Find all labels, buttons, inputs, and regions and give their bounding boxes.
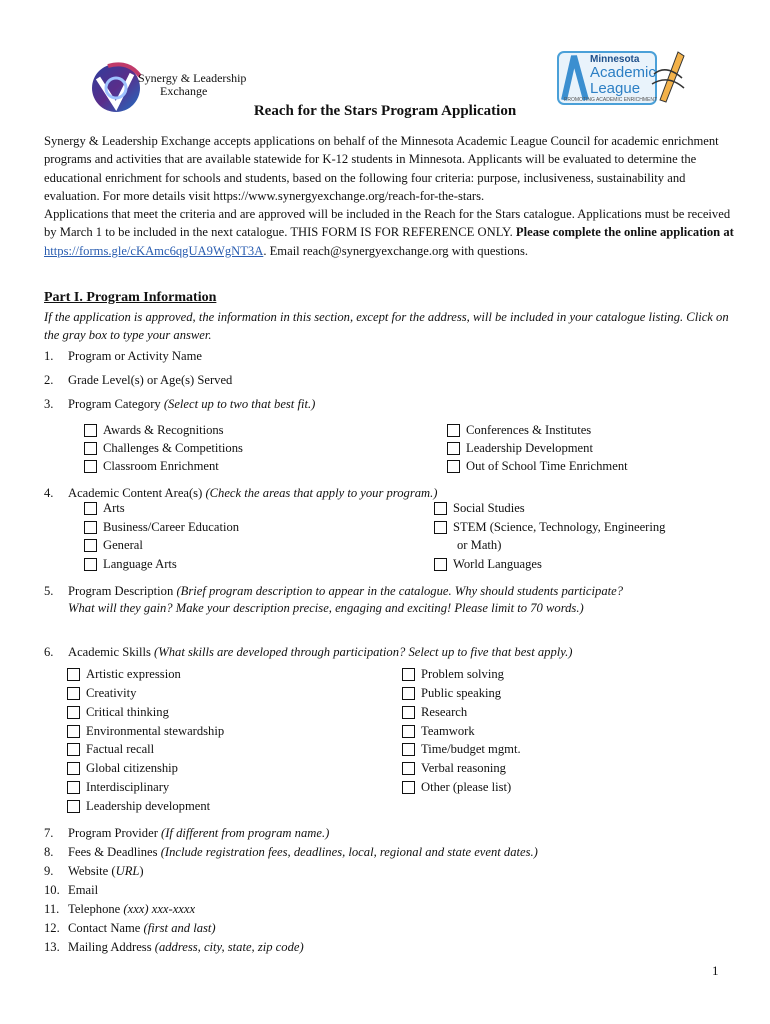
checkbox-icon[interactable] bbox=[447, 424, 460, 437]
category-checkbox[interactable] bbox=[447, 423, 591, 438]
checkbox-icon[interactable] bbox=[84, 502, 97, 515]
question-label: Academic Content Area(s) bbox=[68, 486, 206, 500]
logo-tagline: PROMOTING ACADEMIC ENRICHMENT bbox=[564, 97, 658, 103]
question-label: Program Description bbox=[68, 584, 177, 598]
question-label[interactable]: Mailing Address bbox=[68, 940, 155, 954]
question-number: 3. bbox=[44, 397, 54, 411]
checkbox-label: Classroom Enrichment bbox=[103, 459, 219, 473]
question-label[interactable]: Program Provider bbox=[68, 826, 162, 840]
checkbox-label: Environmental stewardship bbox=[86, 724, 225, 738]
skill-checkbox[interactable] bbox=[402, 667, 504, 682]
checkbox-label: Awards & Recognitions bbox=[103, 423, 224, 437]
checkbox-label: Artistic expression bbox=[86, 667, 181, 681]
question-hint: (xxx) xxx-xxxx bbox=[123, 902, 196, 916]
question-label[interactable]: Contact Name bbox=[68, 921, 144, 935]
question-2 bbox=[44, 373, 232, 388]
question-number: 9. bbox=[44, 864, 54, 878]
synergy-logo-text bbox=[138, 72, 246, 98]
question-number: 6. bbox=[44, 645, 54, 659]
category-checkbox[interactable] bbox=[447, 459, 628, 474]
question-4 bbox=[44, 486, 437, 501]
logo-text-line: League bbox=[590, 80, 641, 97]
checkbox-label: Global citizenship bbox=[86, 761, 178, 775]
content-area-checkbox[interactable] bbox=[434, 501, 525, 516]
skill-checkbox[interactable] bbox=[402, 742, 521, 757]
checkbox-icon[interactable] bbox=[434, 502, 447, 515]
checkbox-icon[interactable] bbox=[434, 558, 447, 571]
checkbox-label: Out of School Time Enrichment bbox=[466, 459, 628, 473]
skill-checkbox[interactable] bbox=[67, 667, 181, 682]
content-area-checkbox[interactable] bbox=[84, 557, 177, 572]
skill-checkbox[interactable] bbox=[402, 705, 467, 720]
question-label[interactable]: Email bbox=[68, 883, 99, 897]
question-label: Academic Skills bbox=[68, 645, 155, 659]
checkbox-icon[interactable] bbox=[402, 706, 415, 719]
question-number: 11. bbox=[44, 902, 60, 916]
skill-checkbox[interactable] bbox=[402, 780, 511, 795]
checkbox-icon[interactable] bbox=[402, 743, 415, 756]
content-area-checkbox[interactable] bbox=[84, 520, 239, 535]
question-number: 4. bbox=[44, 486, 54, 500]
checkbox-icon[interactable] bbox=[402, 762, 415, 775]
checkbox-label: Research bbox=[421, 705, 468, 719]
checkbox-icon[interactable] bbox=[67, 725, 80, 738]
category-checkbox[interactable] bbox=[447, 441, 593, 456]
question-hint: (Brief program description to appear in the catalogue. Why should students participate? bbox=[176, 584, 623, 598]
question-number: 13. bbox=[44, 940, 60, 954]
question-hint: (address, city, state, zip code) bbox=[154, 940, 304, 954]
skill-checkbox[interactable] bbox=[67, 742, 154, 757]
content-area-checkbox[interactable] bbox=[434, 520, 665, 535]
checkbox-icon[interactable] bbox=[402, 687, 415, 700]
question-8 bbox=[44, 845, 538, 860]
checkbox-label: Verbal reasoning bbox=[421, 761, 506, 775]
checkbox-label: Conferences & Institutes bbox=[466, 423, 592, 437]
skill-checkbox[interactable] bbox=[402, 724, 475, 739]
question-label: Program Category bbox=[68, 397, 164, 411]
question-number: 1. bbox=[44, 349, 54, 363]
category-checkbox[interactable] bbox=[84, 423, 224, 438]
question-11 bbox=[44, 902, 195, 917]
checkbox-label: Language Arts bbox=[103, 557, 177, 571]
checkbox-label: General bbox=[103, 538, 143, 552]
part1-instructions: If the application is approved, the information in this section, except for the address, will be included in your catalogue listing. Click on the gray box to type your answer. bbox=[44, 310, 729, 343]
instructions-bold-text: Please complete the online application at bbox=[515, 225, 734, 240]
question-number: 5. bbox=[44, 584, 54, 598]
online-application-link[interactable]: https://forms.gle/cKAmc6qgUA9WgNT3A bbox=[44, 243, 264, 258]
skill-checkbox[interactable] bbox=[67, 799, 210, 814]
skill-checkbox[interactable] bbox=[67, 705, 169, 720]
question-label-close: ) bbox=[139, 864, 144, 878]
checkbox-label: Time/budget mgmt. bbox=[421, 742, 521, 756]
checkbox-icon[interactable] bbox=[434, 521, 447, 534]
part1-heading: Part I. Program Information bbox=[44, 290, 217, 305]
content-area-checkbox[interactable] bbox=[84, 501, 125, 516]
checkbox-icon[interactable] bbox=[447, 442, 460, 455]
checkbox-icon[interactable] bbox=[67, 800, 80, 813]
logo-text-line: Exchange bbox=[160, 84, 208, 98]
skill-checkbox[interactable] bbox=[67, 780, 169, 795]
question-5 bbox=[44, 584, 623, 599]
content-area-checkbox[interactable] bbox=[434, 557, 542, 572]
checkbox-label: Leadership development bbox=[86, 799, 211, 813]
question-number: 10. bbox=[44, 883, 60, 897]
minnesota-academic-league-logo bbox=[556, 44, 688, 110]
logo-text-line: Academic bbox=[590, 64, 656, 81]
checkbox-icon[interactable] bbox=[84, 521, 97, 534]
checkbox-label: Other (please list) bbox=[421, 780, 512, 794]
checkbox-icon[interactable] bbox=[67, 743, 80, 756]
question-hint: (Select up to two that best fit.) bbox=[163, 397, 316, 411]
skill-checkbox[interactable] bbox=[67, 686, 136, 701]
checkbox-label: Leadership Development bbox=[466, 441, 593, 455]
checkbox-label: Factual recall bbox=[86, 742, 155, 756]
question-12 bbox=[44, 921, 216, 936]
question-hint: (first and last) bbox=[143, 921, 216, 935]
question-hint: URL bbox=[115, 864, 140, 878]
checkbox-label: Problem solving bbox=[421, 667, 504, 681]
skill-checkbox[interactable] bbox=[402, 761, 506, 776]
instructions-paragraph bbox=[44, 205, 734, 260]
checkbox-label: Critical thinking bbox=[86, 705, 169, 719]
checkbox-icon[interactable] bbox=[67, 762, 80, 775]
question-hint: (Check the areas that apply to your program.) bbox=[205, 486, 438, 500]
logo-text-line: Minnesota bbox=[590, 54, 640, 65]
checkbox-label: Interdisciplinary bbox=[86, 780, 170, 794]
content-area-checkbox[interactable] bbox=[84, 538, 143, 553]
checkbox-label: Public speaking bbox=[421, 686, 502, 700]
question-5-hint-cont: What will they gain? Make your description precise, engaging and exciting! Please limit to 70 words.) bbox=[68, 601, 584, 615]
question-hint: (Include registration fees, deadlines, local, regional and state event dates.) bbox=[160, 845, 538, 859]
instructions-text: Applications that meet the criteria and are approved will be included in the Reach for the Stars catalogue. Applications must be received by March 1 to be included in the next catalogue. THIS FORM IS FOR REFERENCE ONLY. bbox=[44, 207, 731, 240]
question-label[interactable]: Website ( bbox=[68, 864, 116, 878]
question-1 bbox=[44, 349, 202, 364]
question-13 bbox=[44, 940, 304, 955]
checkbox-icon[interactable] bbox=[84, 424, 97, 437]
stem-continuation: or Math) bbox=[457, 538, 502, 552]
question-9 bbox=[44, 864, 144, 879]
checkbox-icon[interactable] bbox=[402, 668, 415, 681]
question-hint: (What skills are developed through participation? Select up to five that best apply.) bbox=[154, 645, 573, 659]
checkbox-icon[interactable] bbox=[67, 687, 80, 700]
question-number: 7. bbox=[44, 826, 54, 840]
question-label[interactable]: Program or Activity Name bbox=[68, 349, 202, 363]
checkbox-label: Business/Career Education bbox=[103, 520, 240, 534]
checkbox-icon[interactable] bbox=[84, 558, 97, 571]
instructions-email-text: . Email reach@synergyexchange.org with questions. bbox=[263, 243, 529, 258]
skill-checkbox[interactable] bbox=[67, 724, 224, 739]
question-number: 12. bbox=[44, 921, 60, 935]
checkbox-label: Challenges & Competitions bbox=[103, 441, 243, 455]
checkbox-label: STEM (Science, Technology, Engineering bbox=[453, 520, 666, 534]
checkbox-label: Creativity bbox=[86, 686, 137, 700]
checkbox-label: Teamwork bbox=[421, 724, 475, 738]
question-number: 8. bbox=[44, 845, 54, 859]
checkbox-icon[interactable] bbox=[84, 460, 97, 473]
checkbox-icon[interactable] bbox=[67, 706, 80, 719]
question-label[interactable]: Telephone bbox=[68, 902, 124, 916]
page-number: 1 bbox=[712, 963, 719, 978]
checkbox-icon[interactable] bbox=[447, 460, 460, 473]
checkbox-icon[interactable] bbox=[67, 781, 80, 794]
checkbox-icon[interactable] bbox=[84, 442, 97, 455]
question-label[interactable]: Fees & Deadlines bbox=[68, 845, 161, 859]
question-label[interactable]: Grade Level(s) or Age(s) Served bbox=[68, 373, 233, 387]
question-hint: (If different from program name.) bbox=[161, 826, 330, 840]
page-title: Reach for the Stars Program Application bbox=[253, 103, 517, 119]
skill-checkbox[interactable] bbox=[67, 761, 178, 776]
logo-text-line: Synergy & Leadership bbox=[138, 71, 247, 85]
category-checkbox[interactable] bbox=[84, 441, 243, 456]
checkbox-icon[interactable] bbox=[402, 781, 415, 794]
skill-checkbox[interactable] bbox=[402, 686, 501, 701]
question-7 bbox=[44, 826, 329, 841]
checkbox-icon[interactable] bbox=[402, 725, 415, 738]
checkbox-label: Social Studies bbox=[453, 501, 525, 515]
checkbox-icon[interactable] bbox=[84, 539, 97, 552]
question-3 bbox=[44, 397, 315, 412]
checkbox-label: Arts bbox=[103, 501, 125, 515]
question-number: 2. bbox=[44, 373, 54, 387]
intro-paragraph: Synergy & Leadership Exchange accepts applications on behalf of the Minnesota Academic League Council for academic enrichment programs and activities that are available statewide for K-12 students in Minnesota. Applicants will be evaluated to determine the educational enrichment for schools and students, based on the following four criteria: purpose, inclusiveness, sustainability and evaluation. For more details visit https://www.synergyexchange.org/reach-for-the-stars. bbox=[44, 134, 719, 204]
question-6 bbox=[44, 645, 572, 660]
checkbox-icon[interactable] bbox=[67, 668, 80, 681]
checkbox-label: World Languages bbox=[453, 557, 542, 571]
question-10 bbox=[44, 883, 98, 898]
category-checkbox[interactable] bbox=[84, 459, 219, 474]
